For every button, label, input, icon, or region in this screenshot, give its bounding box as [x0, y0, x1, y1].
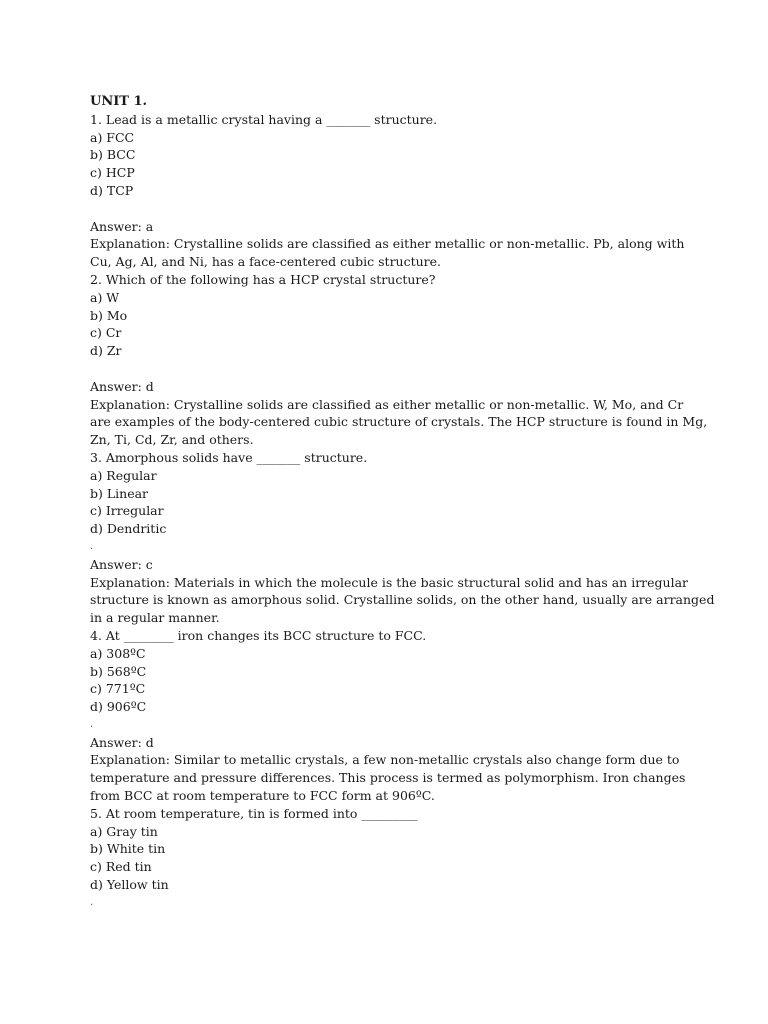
option-d: d) TCP [90, 182, 134, 198]
separator-dot: . [90, 896, 94, 908]
explanation-line: Explanation: Materials in which the molecule is the basic structural solid and has an irregular [90, 574, 689, 590]
option-a: a) W [90, 289, 120, 305]
option-a: a) FCC [90, 129, 135, 145]
option-c: c) HCP [90, 165, 135, 181]
separator-dot: . [90, 718, 94, 730]
option-c: c) Irregular [90, 503, 164, 519]
option-a: a) Regular [90, 467, 157, 483]
option-d: d) Yellow tin [90, 877, 169, 893]
question-text: 5. At room temperature, tin is formed into _________ [90, 805, 418, 821]
option-d: d) 906ºC [90, 699, 147, 715]
question-text: 2. Which of the following has a HCP crystal structure? [90, 271, 436, 287]
explanation-line: Explanation: Crystalline solids are classified as either metallic or non-metallic. Pb, along with [90, 236, 685, 252]
explanation-line: are examples of the body-centered cubic structure of crystals. The HCP structure is found in Mg, [90, 414, 708, 430]
spacer [90, 200, 690, 218]
question-block-3 [90, 449, 715, 627]
answer-text: Answer: d [90, 734, 154, 750]
question-text: 4. At ________ iron changes its BCC structure to FCC. [90, 627, 427, 643]
explanation-line: Explanation: Crystalline solids are classified as either metallic or non-metallic. W, Mo, and Cr [90, 396, 684, 412]
question-block-1 [90, 111, 690, 271]
explanation-line: temperature and pressure differences. This process is termed as polymorphism. Iron changes [90, 770, 686, 786]
option-b: b) 568ºC [90, 663, 147, 679]
option-c: c) Cr [90, 325, 122, 341]
unit-title: UNIT 1. [90, 94, 148, 109]
option-d: d) Zr [90, 343, 122, 359]
option-b: b) White tin [90, 841, 166, 857]
explanation-line: Zn, Ti, Cd, Zr, and others. [90, 432, 254, 448]
explanation-line: Cu, Ag, Al, and Ni, has a face-centered cubic structure. [90, 254, 442, 270]
option-b: b) BCC [90, 147, 136, 163]
option-b: b) Linear [90, 485, 149, 501]
option-c: c) 771ºC [90, 681, 146, 697]
answer-text: Answer: c [90, 556, 153, 572]
question-text: 1. Lead is a metallic crystal having a _______ structure. [90, 111, 438, 127]
explanation-line: structure is known as amorphous solid. Crystalline solids, on the other hand, usually are arranged [90, 592, 715, 608]
separator-dot: . [90, 540, 94, 552]
option-a: a) Gray tin [90, 823, 158, 839]
question-block-4 [90, 627, 690, 805]
question-text: 3. Amorphous solids have _______ structure. [90, 449, 368, 465]
question-block-2 [90, 271, 708, 449]
explanation-line: from BCC at room temperature to FCC form at 906ºC. [90, 788, 435, 804]
answer-text: Answer: d [90, 378, 154, 394]
spacer [90, 360, 690, 378]
answer-text: Answer: a [90, 218, 154, 234]
question-block-5 [90, 805, 690, 912]
option-c: c) Red tin [90, 859, 152, 875]
document-content [90, 93, 715, 912]
explanation-line: in a regular manner. [90, 610, 220, 626]
option-a: a) 308ºC [90, 645, 146, 661]
option-b: b) Mo [90, 307, 128, 323]
option-d: d) Dendritic [90, 521, 167, 537]
explanation-line: Explanation: Similar to metallic crystals, a few non-metallic crystals also change form due to [90, 752, 680, 768]
